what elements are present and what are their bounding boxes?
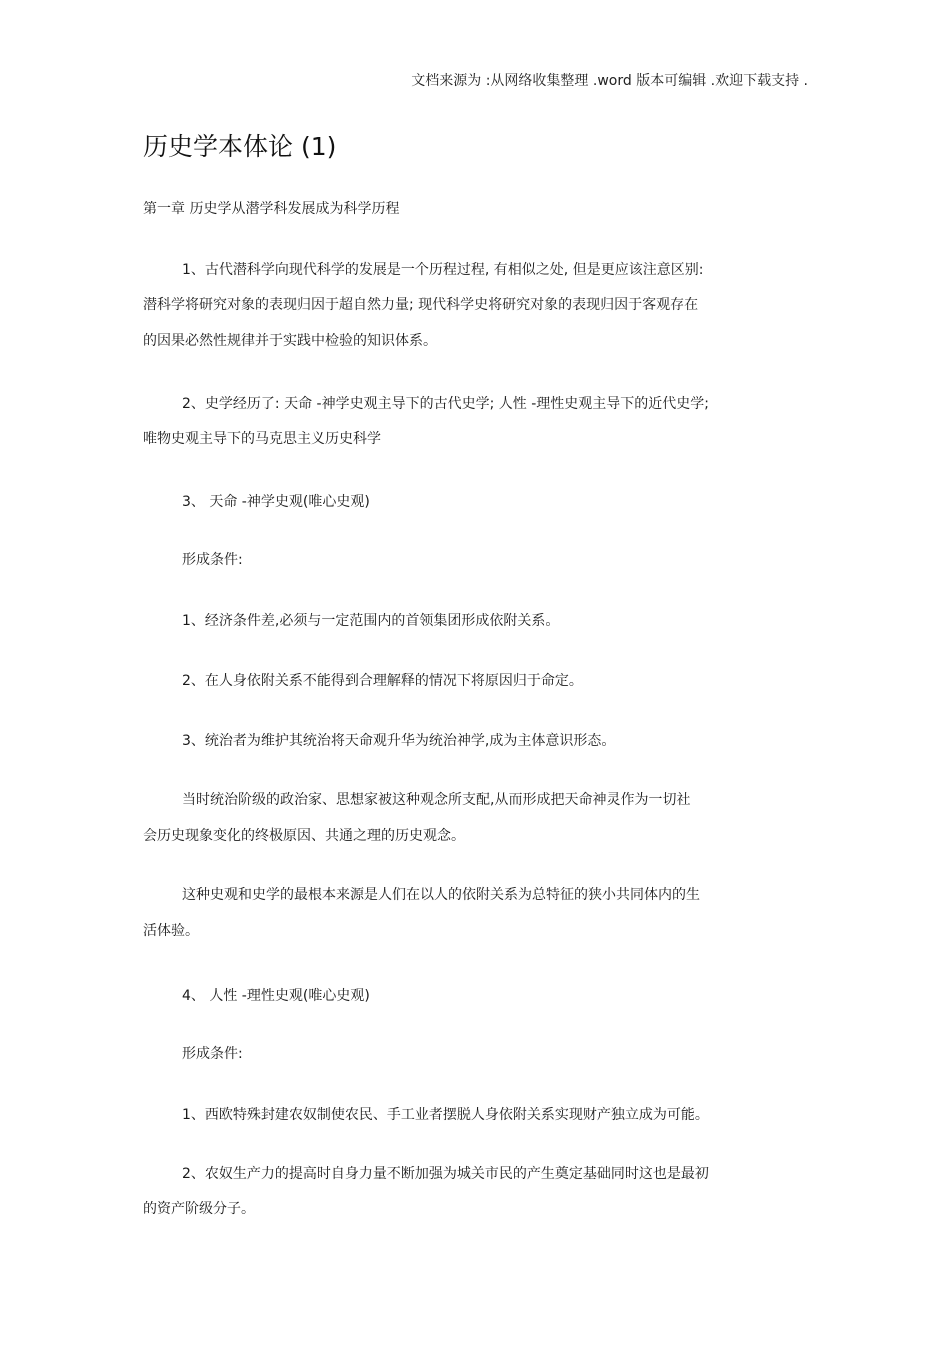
paragraph-line: 形成条件:	[182, 1046, 243, 1062]
section-heading: 3、 天命 -神学史观(唯心史观)	[182, 494, 370, 510]
paragraph-line: 潜科学将研究对象的表现归因于超自然力量; 现代科学史将研究对象的表现归因于客观存在	[143, 297, 699, 313]
paragraph-line: 形成条件:	[182, 552, 243, 568]
paragraph-line: 的因果必然性规律并于实践中检验的知识体系。	[143, 333, 437, 349]
source-note: 文档来源为 :从网络收集整理 .word 版本可编辑 .欢迎下载支持 .	[411, 73, 808, 89]
paragraph-line: 2、史学经历了: 天命 -神学史观主导下的古代史学; 人性 -理性史观主导下的近代史学;	[182, 396, 709, 412]
list-item: 1、经济条件差,必须与一定范围内的首领集团形成依附关系。	[182, 613, 560, 629]
page-title: 历史学本体论 (1)	[143, 132, 337, 161]
list-item: 1、西欧特殊封建农奴制使农民、手工业者摆脱人身依附关系实现财产独立成为可能。	[182, 1107, 709, 1123]
list-item: 2、农奴生产力的提高时自身力量不断加强为城关市民的产生奠定基础同时这也是最初	[182, 1166, 709, 1182]
paragraph-line: 1、古代潜科学向现代科学的发展是一个历程过程, 有相似之处, 但是更应该注意区别:	[182, 262, 704, 278]
list-item: 2、在人身依附关系不能得到合理解释的情况下将原因归于命定。	[182, 673, 583, 689]
paragraph-line: 活体验。	[143, 923, 199, 939]
paragraph-line: 的资产阶级分子。	[143, 1201, 255, 1217]
paragraph-line: 会历史现象变化的终极原因、共通之理的历史观念。	[143, 828, 465, 844]
paragraph-line: 这种史观和史学的最根本来源是人们在以人的依附关系为总特征的狭小共同体内的生	[182, 887, 700, 903]
paragraph-line: 当时统治阶级的政治家、思想家被这种观念所支配,从而形成把天命神灵作为一切社	[182, 792, 691, 808]
list-item: 3、统治者为维护其统治将天命观升华为统治神学,成为主体意识形态。	[182, 733, 616, 749]
chapter-heading: 第一章 历史学从潜学科发展成为科学历程	[143, 201, 400, 217]
section-heading: 4、 人性 -理性史观(唯心史观)	[182, 988, 370, 1004]
paragraph-line: 唯物史观主导下的马克思主义历史科学	[143, 431, 381, 447]
